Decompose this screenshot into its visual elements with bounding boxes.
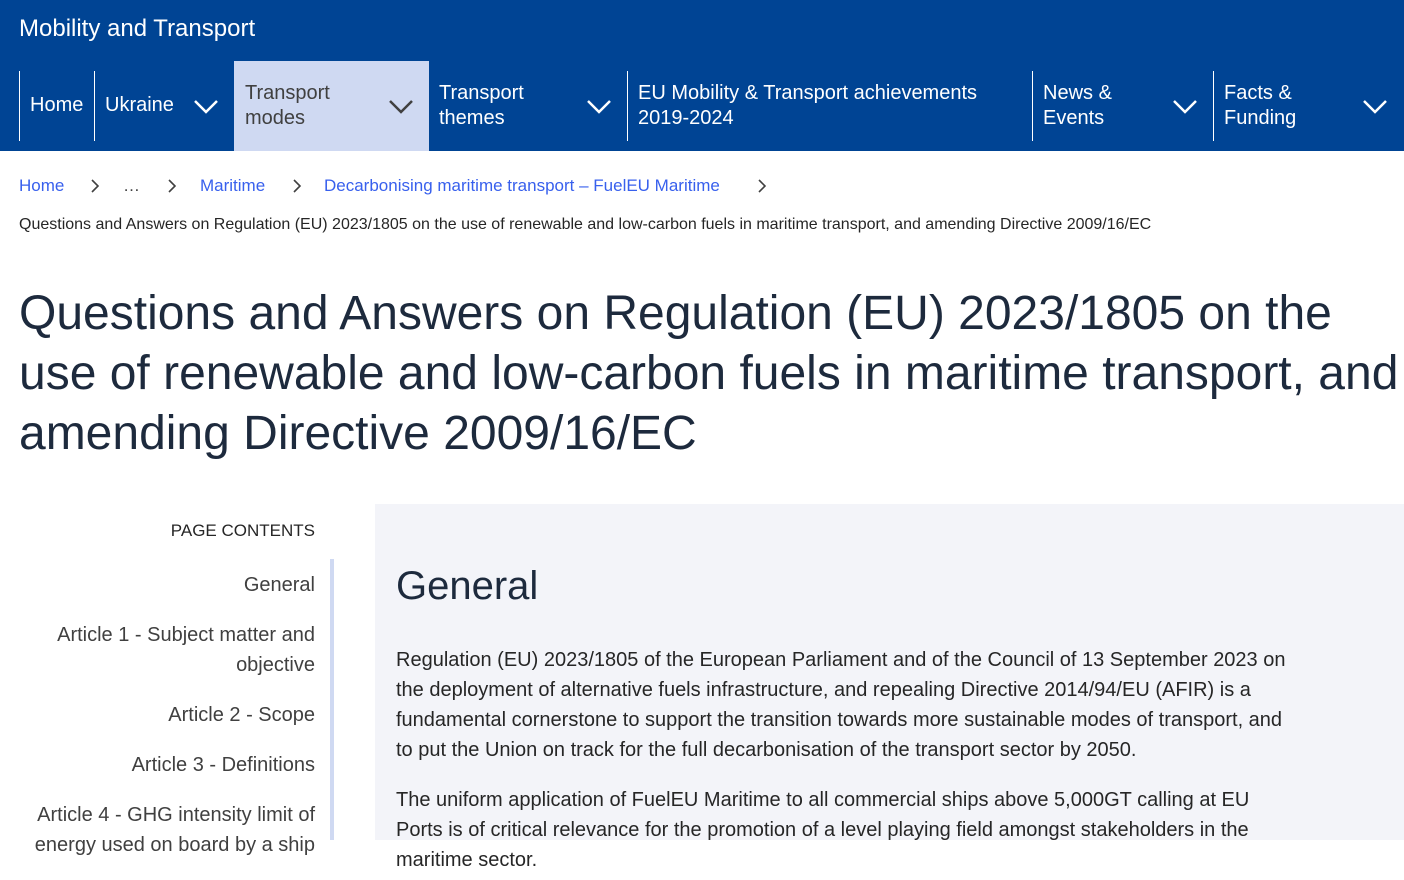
content-paragraph: Regulation (EU) 2023/1805 of the European Parliament and of the Council of 13 September 2023 on the deployment of alternative fuels infrastructure, and repealing Directive 2014/94/EU (AFIR) is a fundamental cornerstone to support the transition towards more sustainable modes of transport, and to put the Union on track for the full decarbonisation of the transport sector by 2050. [396, 649, 1286, 761]
nav-separator [1032, 71, 1033, 141]
nav-item-label: Ukraine [105, 94, 174, 116]
chevron-down-icon[interactable] [1171, 95, 1199, 117]
toc-link-article-4[interactable]: Article 4 - GHG intensity limit of energy used on board by a ship [34, 804, 315, 856]
nav-separator [1213, 71, 1214, 141]
nav-item-label: News & Events [1043, 82, 1112, 129]
nav-item-ukraine[interactable] [94, 61, 234, 151]
chevron-right-icon [90, 178, 100, 194]
nav-item-label: Transport modes [245, 82, 330, 129]
nav-item-news-events[interactable] [1032, 61, 1214, 151]
main-navigation [0, 61, 1404, 151]
nav-item-label: Transport themes [439, 82, 524, 129]
breadcrumb-link-maritime[interactable]: Maritime [200, 176, 266, 195]
content-paragraph: The uniform application of FuelEU Maritime to all commercial ships above 5,000GT calling at EU Ports is of critical relevance for the promotion of a level playing field amongst stakeholders in the maritime sector. [396, 789, 1250, 871]
nav-item-achievements[interactable] [627, 61, 1033, 151]
breadcrumb-current-page: Questions and Answers on Regulation (EU) 2023/1805 on the use of renewable and low-carbon fuels in maritime transport, and amending Directive 2009/16/EC [19, 216, 1152, 233]
toc-link-general[interactable]: General [243, 574, 315, 596]
site-header [0, 0, 1404, 151]
chevron-right-icon [292, 178, 302, 194]
site-name-link[interactable]: Mobility and Transport [19, 15, 256, 42]
nav-item-label: EU Mobility & Transport achievements 2019-2024 [638, 82, 978, 129]
breadcrumb [19, 176, 1389, 196]
chevron-right-icon [757, 178, 767, 194]
nav-item-transport-themes[interactable] [428, 61, 628, 151]
breadcrumb-link-home[interactable]: Home [19, 176, 65, 195]
nav-separator [94, 71, 95, 141]
chevron-down-icon[interactable] [387, 95, 415, 117]
breadcrumb-link-fueleu[interactable]: Decarbonising maritime transport – FuelEU Maritime [324, 176, 720, 195]
nav-item-label: Home [30, 94, 84, 116]
chevron-down-icon[interactable] [1361, 95, 1389, 117]
nav-separator [627, 71, 628, 141]
page-contents-list [19, 570, 315, 880]
toc-link-article-3[interactable]: Article 3 - Definitions [131, 754, 315, 776]
section-heading-general: General [396, 564, 539, 608]
chevron-right-icon [167, 178, 177, 194]
chevron-down-icon[interactable] [585, 95, 613, 117]
toc-link-article-1[interactable]: Article 1 - Subject matter and objective [57, 624, 315, 676]
nav-item-label: Facts & Funding [1224, 82, 1297, 129]
main-content [375, 504, 1404, 871]
toc-link-article-2[interactable]: Article 2 - Scope [168, 704, 315, 726]
nav-item-transport-modes[interactable] [234, 61, 429, 151]
page-contents-title: PAGE CONTENTS [170, 521, 315, 540]
page-contents-indicator [330, 559, 334, 840]
nav-item-facts-funding[interactable] [1213, 61, 1404, 151]
nav-separator [19, 71, 20, 141]
page-title: Questions and Answers on Regulation (EU) 2023/1805 on the use of renewable and low-carbon fuels in maritime transport, and amending Directive 2009/16/EC [19, 287, 1399, 460]
nav-item-home[interactable] [19, 61, 95, 151]
breadcrumb-ellipsis[interactable]: … [123, 176, 140, 195]
chevron-down-icon[interactable] [192, 95, 220, 117]
